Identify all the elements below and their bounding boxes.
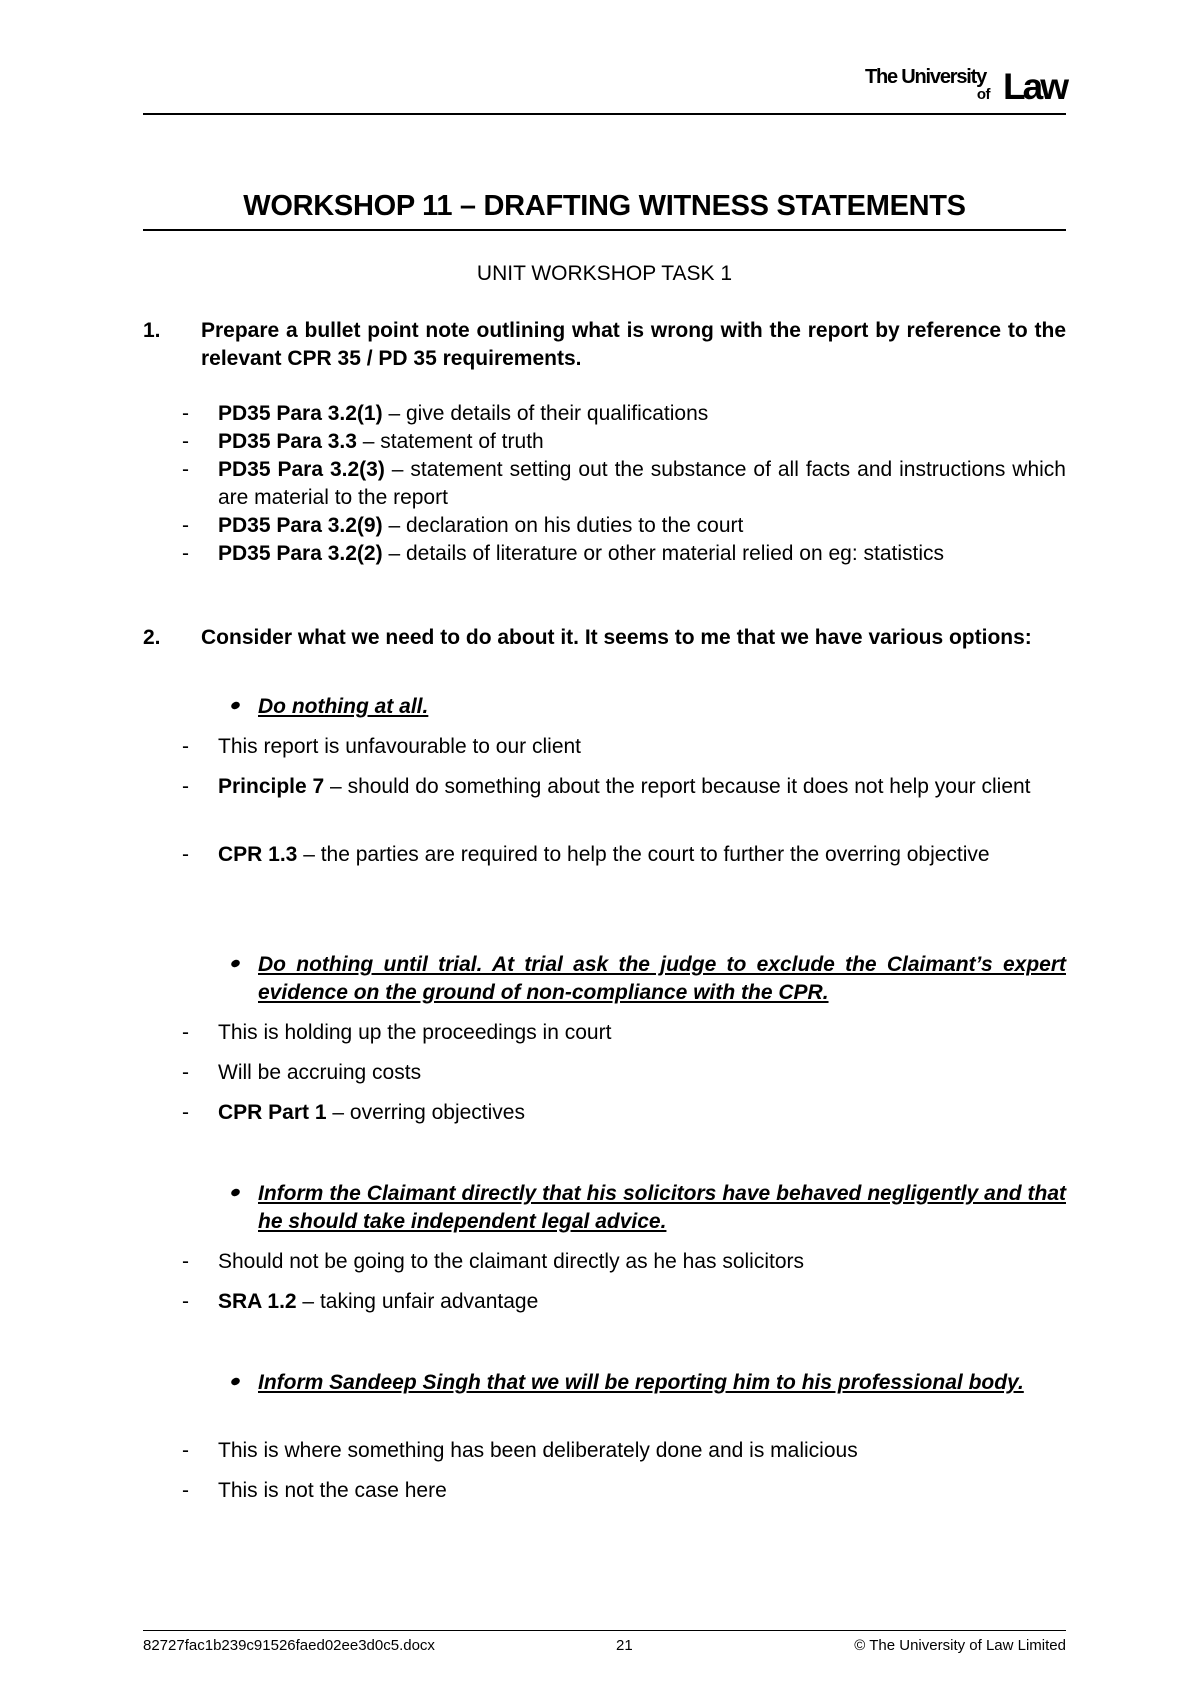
dash-bullet: -: [182, 402, 189, 425]
question-2: [143, 624, 1066, 652]
list-item: [182, 456, 1066, 512]
page-title: WORKSHOP 11 – DRAFTING WITNESS STATEMENTS: [243, 190, 966, 222]
dash-bullet: -: [182, 775, 189, 798]
item-text: – overring objectives: [326, 1101, 525, 1124]
footer-rule: [143, 1630, 1066, 1631]
item-reference: CPR 1.3: [218, 843, 298, 866]
list-item: [182, 1288, 1066, 1316]
page-subtitle: UNIT WORKSHOP TASK 1: [476, 262, 733, 285]
title-rule: [143, 229, 1066, 231]
item-reference: Principle 7: [218, 775, 325, 798]
list-item: [182, 1059, 1066, 1087]
dash-bullet: -: [182, 542, 189, 565]
dash-bullet: -: [182, 735, 189, 758]
item-text: Will be accruing costs: [218, 1061, 422, 1084]
item-text: This report is unfavourable to our client: [218, 735, 582, 758]
list-item: [182, 1437, 1066, 1465]
list-item: [182, 1099, 1066, 1127]
item-text: – declaration on his duties to the court: [382, 514, 744, 537]
footer-page-number: 21: [616, 1637, 633, 1654]
list-item: [182, 1248, 1066, 1276]
dash-bullet: -: [182, 1439, 189, 1462]
dash-bullet: -: [182, 1290, 189, 1313]
item-reference: PD35 Para 3.2(3): [218, 458, 385, 481]
bullet-icon: [230, 1376, 241, 1386]
question-number: 2.: [143, 626, 161, 649]
option-heading: Do nothing at all.: [228, 693, 1066, 721]
list-item: [182, 1019, 1066, 1047]
question-text: Prepare a bullet point note outlining what is wrong with the report by reference to the relevant CPR 35 / PD 35 requirements.: [201, 319, 1066, 370]
item-reference: PD35 Para 3.2(1): [218, 402, 383, 425]
item-text: – statement setting out the substance of all facts and instructions which are material to the report: [218, 458, 1066, 509]
logo-text-the-university: The University: [864, 66, 986, 88]
bullet-icon: [230, 1187, 241, 1197]
option-heading: Inform the Claimant directly that his solicitors have behaved negligently and that he should take independent legal advice.: [228, 1180, 1066, 1236]
header-rule: [143, 113, 1066, 115]
dash-bullet: -: [182, 843, 189, 866]
footer-filename: 82727fac1b239c91526faed02ee3d0c5.docx: [143, 1637, 435, 1654]
list-item: [182, 733, 1066, 761]
bullet-icon: [230, 958, 241, 968]
item-reference: PD35 Para 3.2(2): [218, 542, 383, 565]
question-text: Consider what we need to do about it. It seems to me that we have various options:: [201, 626, 1032, 649]
item-text: This is where something has been deliberately done and is malicious: [218, 1439, 858, 1462]
option-heading: Do nothing until trial. At trial ask the judge to exclude the Claimant’s expert evidence on the ground of non-compliance with the CPR.: [228, 951, 1066, 1007]
list-item: [182, 841, 1066, 869]
logo-text-law: Law: [1003, 66, 1066, 107]
item-reference: SRA 1.2: [218, 1290, 297, 1313]
item-text: This is not the case here: [218, 1479, 447, 1502]
dash-bullet: -: [182, 1479, 189, 1502]
university-of-law-logo: [860, 66, 1066, 106]
dash-bullet: -: [182, 1250, 189, 1273]
footer-copyright: © The University of Law Limited: [854, 1637, 1066, 1654]
item-text: – give details of their qualifications: [382, 402, 709, 425]
item-text: Should not be going to the claimant directly as he has solicitors: [218, 1250, 805, 1273]
item-text: This is holding up the proceedings in court: [218, 1021, 612, 1044]
list-item: [182, 428, 1066, 456]
question-1: [143, 317, 1066, 373]
item-text: – the parties are required to help the court to further the overring objective: [297, 843, 990, 866]
bullet-icon: [230, 700, 241, 710]
item-reference: PD35 Para 3.2(9): [218, 514, 383, 537]
item-text: – details of literature or other material relied on eg: statistics: [382, 542, 945, 565]
dash-bullet: -: [182, 1021, 189, 1044]
dash-bullet: -: [182, 514, 189, 537]
dash-bullet: -: [182, 1061, 189, 1084]
list-item: [182, 773, 1066, 801]
option-heading: Inform Sandeep Singh that we will be reporting him to his professional body.: [228, 1369, 1066, 1397]
item-text: – taking unfair advantage: [296, 1290, 539, 1313]
dash-bullet: -: [182, 1101, 189, 1124]
list-item: [182, 1477, 1066, 1505]
dash-bullet: -: [182, 430, 189, 453]
item-reference: PD35 Para 3.3: [218, 430, 357, 453]
question-number: 1.: [143, 319, 161, 342]
logo-text-of: of: [976, 86, 990, 103]
item-text: – should do something about the report because it does not help your client: [324, 775, 1031, 798]
list-item: [182, 512, 1066, 540]
dash-bullet: -: [182, 458, 189, 481]
item-reference: CPR Part 1: [218, 1101, 327, 1124]
list-item: [182, 400, 1066, 428]
list-item: [182, 540, 1066, 568]
item-text: – statement of truth: [356, 430, 544, 453]
